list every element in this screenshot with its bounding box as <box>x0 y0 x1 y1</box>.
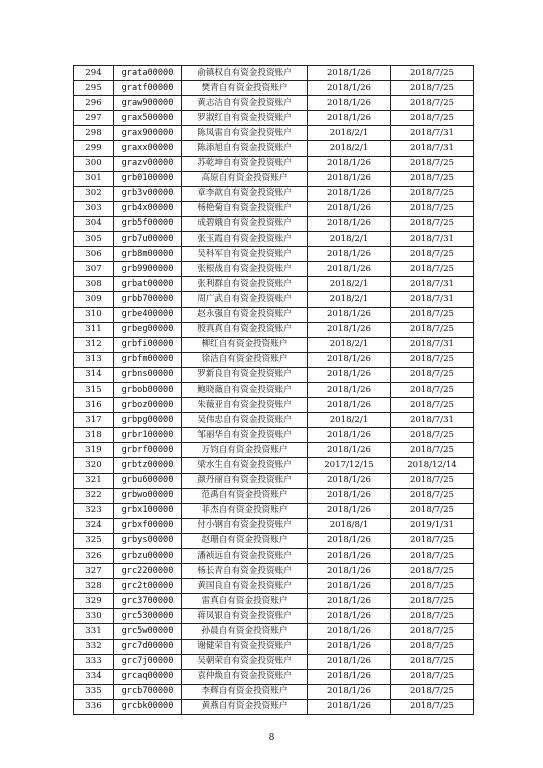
account-name-cell: 吴伟忠自有资金投资账户 <box>182 413 308 428</box>
account-name-cell: 陈凤雷自有资金投资账户 <box>182 126 308 141</box>
row-number-cell: 330 <box>74 609 114 624</box>
end-date-cell: 2018/7/25 <box>391 382 474 397</box>
end-date-cell: 2018/7/31 <box>391 337 474 352</box>
end-date-cell: 2018/7/25 <box>391 156 474 171</box>
end-date-cell: 2018/7/25 <box>391 684 474 699</box>
start-date-cell: 2018/1/26 <box>308 594 391 609</box>
start-date-cell: 2018/1/26 <box>308 156 391 171</box>
account-code-cell: graw900000 <box>114 96 182 111</box>
table-row <box>74 141 474 156</box>
end-date-cell: 2018/7/25 <box>391 352 474 367</box>
account-name-cell: 黄燕自有资金投资账户 <box>182 699 308 714</box>
end-date-cell: 2018/7/25 <box>391 609 474 624</box>
table-row <box>74 488 474 503</box>
account-code-cell: grc3700000 <box>114 594 182 609</box>
table-row <box>74 126 474 141</box>
table-row <box>74 186 474 201</box>
account-name-cell: 高原自有资金投资账户 <box>182 171 308 186</box>
account-name-cell: 罗淑红自有资金投资账户 <box>182 111 308 126</box>
row-number-cell: 332 <box>74 639 114 654</box>
start-date-cell: 2018/1/26 <box>308 216 391 231</box>
row-number-cell: 321 <box>74 473 114 488</box>
account-code-cell: grc5w00000 <box>114 624 182 639</box>
end-date-cell: 2018/7/25 <box>391 624 474 639</box>
account-name-cell: 蒋凤银自有资金投资账户 <box>182 609 308 624</box>
start-date-cell: 2018/1/26 <box>308 564 391 579</box>
account-code-cell: grb8m00000 <box>114 247 182 262</box>
end-date-cell: 2018/7/25 <box>391 639 474 654</box>
end-date-cell: 2018/7/25 <box>391 594 474 609</box>
start-date-cell: 2018/1/26 <box>308 684 391 699</box>
row-number-cell: 334 <box>74 669 114 684</box>
account-code-cell: grcb700000 <box>114 684 182 699</box>
account-name-cell: 苏乾坤自有资金投资账户 <box>182 156 308 171</box>
start-date-cell: 2018/1/26 <box>308 171 391 186</box>
row-number-cell: 301 <box>74 171 114 186</box>
table-row <box>74 579 474 594</box>
row-number-cell: 305 <box>74 232 114 247</box>
table-row <box>74 66 474 81</box>
account-code-cell: grc5300000 <box>114 609 182 624</box>
end-date-cell: 2018/7/25 <box>391 549 474 564</box>
account-name-cell: 徐洁自有资金投资账户 <box>182 352 308 367</box>
table-row <box>74 503 474 518</box>
start-date-cell: 2018/1/26 <box>308 201 391 216</box>
row-number-cell: 304 <box>74 216 114 231</box>
account-code-cell: graxx00000 <box>114 141 182 156</box>
row-number-cell: 335 <box>74 684 114 699</box>
start-date-cell: 2018/1/26 <box>308 81 391 96</box>
start-date-cell: 2018/2/1 <box>308 141 391 156</box>
start-date-cell: 2018/1/26 <box>308 367 391 382</box>
row-number-cell: 329 <box>74 594 114 609</box>
row-number-cell: 324 <box>74 518 114 533</box>
table-row <box>74 337 474 352</box>
end-date-cell: 2018/7/25 <box>391 111 474 126</box>
row-number-cell: 306 <box>74 247 114 262</box>
start-date-cell: 2017/12/15 <box>308 458 391 473</box>
table-row <box>74 684 474 699</box>
start-date-cell: 2018/1/26 <box>308 398 391 413</box>
row-number-cell: 294 <box>74 66 114 81</box>
account-name-cell: 殷真真自有资金投资账户 <box>182 322 308 337</box>
end-date-cell: 2018/7/25 <box>391 654 474 669</box>
account-code-cell: grbu600000 <box>114 473 182 488</box>
row-number-cell: 312 <box>74 337 114 352</box>
row-number-cell: 319 <box>74 443 114 458</box>
row-number-cell: 314 <box>74 367 114 382</box>
account-code-cell: grb7u00000 <box>114 232 182 247</box>
end-date-cell: 2018/7/25 <box>391 322 474 337</box>
start-date-cell: 2018/1/26 <box>308 247 391 262</box>
row-number-cell: 300 <box>74 156 114 171</box>
end-date-cell: 2018/7/25 <box>391 443 474 458</box>
account-code-cell: grboz00000 <box>114 398 182 413</box>
account-name-cell: 成碧娥自有资金投资账户 <box>182 216 308 231</box>
row-number-cell: 320 <box>74 458 114 473</box>
row-number-cell: 309 <box>74 292 114 307</box>
start-date-cell: 2018/1/26 <box>308 382 391 397</box>
account-code-cell: grbtz00000 <box>114 458 182 473</box>
end-date-cell: 2018/7/25 <box>391 669 474 684</box>
row-number-cell: 299 <box>74 141 114 156</box>
start-date-cell: 2018/2/1 <box>308 292 391 307</box>
row-number-cell: 313 <box>74 352 114 367</box>
start-date-cell: 2018/1/26 <box>308 96 391 111</box>
table-row <box>74 81 474 96</box>
page-number: 8 <box>268 733 275 743</box>
end-date-cell: 2018/7/25 <box>391 262 474 277</box>
start-date-cell: 2018/2/1 <box>308 232 391 247</box>
end-date-cell: 2018/7/25 <box>391 564 474 579</box>
table-row <box>74 624 474 639</box>
start-date-cell: 2018/1/26 <box>308 111 391 126</box>
end-date-cell: 2018/7/25 <box>391 96 474 111</box>
account-code-cell: grb0100000 <box>114 171 182 186</box>
account-code-cell: grax900000 <box>114 126 182 141</box>
account-name-cell: 赵永强自有资金投资账户 <box>182 307 308 322</box>
account-code-cell: grbx100000 <box>114 503 182 518</box>
account-code-cell: grb4x00000 <box>114 201 182 216</box>
start-date-cell: 2018/1/26 <box>308 609 391 624</box>
row-number-cell: 297 <box>74 111 114 126</box>
account-name-cell: 朱薇亚自有资金投资账户 <box>182 398 308 413</box>
start-date-cell: 2018/1/26 <box>308 473 391 488</box>
row-number-cell: 311 <box>74 322 114 337</box>
end-date-cell: 2018/7/31 <box>391 413 474 428</box>
account-code-cell: grc2t00000 <box>114 579 182 594</box>
start-date-cell: 2018/1/26 <box>308 262 391 277</box>
start-date-cell: 2018/1/26 <box>308 639 391 654</box>
table-row <box>74 216 474 231</box>
account-name-cell: 俞镇权自有资金投资账户 <box>182 66 308 81</box>
account-code-cell: grbe400000 <box>114 307 182 322</box>
end-date-cell: 2018/7/31 <box>391 126 474 141</box>
account-name-cell: 黄国良自有资金投资账户 <box>182 579 308 594</box>
end-date-cell: 2018/7/25 <box>391 503 474 518</box>
start-date-cell: 2018/1/26 <box>308 428 391 443</box>
row-number-cell: 308 <box>74 277 114 292</box>
account-name-cell: 罗新良自有资金投资账户 <box>182 367 308 382</box>
table-row <box>74 96 474 111</box>
table-row <box>74 564 474 579</box>
table-row <box>74 594 474 609</box>
account-table <box>73 65 474 715</box>
end-date-cell: 2018/7/25 <box>391 398 474 413</box>
start-date-cell: 2018/2/1 <box>308 126 391 141</box>
table-row <box>74 413 474 428</box>
account-code-cell: grazv00000 <box>114 156 182 171</box>
account-code-cell: grbns00000 <box>114 367 182 382</box>
account-code-cell: gratf00000 <box>114 81 182 96</box>
table-row <box>74 639 474 654</box>
row-number-cell: 317 <box>74 413 114 428</box>
account-name-cell: 邹丽华自有资金投资账户 <box>182 428 308 443</box>
row-number-cell: 323 <box>74 503 114 518</box>
start-date-cell: 2018/2/1 <box>308 413 391 428</box>
row-number-cell: 336 <box>74 699 114 714</box>
start-date-cell: 2018/8/1 <box>308 518 391 533</box>
account-code-cell: grb5f00000 <box>114 216 182 231</box>
end-date-cell: 2018/7/25 <box>391 699 474 714</box>
account-code-cell: grbeg00000 <box>114 322 182 337</box>
table-row <box>74 533 474 548</box>
table-row <box>74 232 474 247</box>
account-code-cell: grbfm00000 <box>114 352 182 367</box>
end-date-cell: 2018/7/31 <box>391 141 474 156</box>
account-table-body <box>74 66 474 715</box>
end-date-cell: 2018/7/31 <box>391 292 474 307</box>
end-date-cell: 2018/7/25 <box>391 247 474 262</box>
account-code-cell: grc7j00000 <box>114 654 182 669</box>
account-code-cell: grc7d00000 <box>114 639 182 654</box>
account-name-cell: 梁水生自有资金投资账户 <box>182 458 308 473</box>
row-number-cell: 302 <box>74 186 114 201</box>
account-name-cell: 鲍晓薇自有资金投资账户 <box>182 382 308 397</box>
account-name-cell: 菲杰自有资金投资账户 <box>182 503 308 518</box>
account-code-cell: grcbk00000 <box>114 699 182 714</box>
account-name-cell: 万钧自有资金投资账户 <box>182 443 308 458</box>
row-number-cell: 307 <box>74 262 114 277</box>
start-date-cell: 2018/1/26 <box>308 66 391 81</box>
account-name-cell: 陈添旭自有资金投资账户 <box>182 141 308 156</box>
start-date-cell: 2018/1/26 <box>308 352 391 367</box>
table-row <box>74 262 474 277</box>
table-row <box>74 247 474 262</box>
account-name-cell: 章李歆自有资金投资账户 <box>182 186 308 201</box>
row-number-cell: 296 <box>74 96 114 111</box>
table-row <box>74 382 474 397</box>
table-row <box>74 654 474 669</box>
account-code-cell: grax500000 <box>114 111 182 126</box>
table-row <box>74 111 474 126</box>
row-number-cell: 310 <box>74 307 114 322</box>
end-date-cell: 2018/7/25 <box>391 488 474 503</box>
start-date-cell: 2018/1/26 <box>308 503 391 518</box>
start-date-cell: 2018/1/26 <box>308 699 391 714</box>
account-code-cell: grbob00000 <box>114 382 182 397</box>
table-row <box>74 352 474 367</box>
account-name-cell: 李辉自有资金投资账户 <box>182 684 308 699</box>
end-date-cell: 2018/7/25 <box>391 473 474 488</box>
start-date-cell: 2018/1/26 <box>308 443 391 458</box>
table-row <box>74 156 474 171</box>
account-code-cell: grbys00000 <box>114 533 182 548</box>
end-date-cell: 2018/7/25 <box>391 171 474 186</box>
table-row <box>74 699 474 714</box>
account-name-cell: 赵珊自有资金投资账户 <box>182 533 308 548</box>
start-date-cell: 2018/1/26 <box>308 669 391 684</box>
row-number-cell: 327 <box>74 564 114 579</box>
account-code-cell: grbxf00000 <box>114 518 182 533</box>
account-code-cell: grbpg00000 <box>114 413 182 428</box>
end-date-cell: 2018/7/31 <box>391 277 474 292</box>
table-row <box>74 443 474 458</box>
table-row <box>74 277 474 292</box>
row-number-cell: 333 <box>74 654 114 669</box>
account-name-cell: 范禹自有资金投资账户 <box>182 488 308 503</box>
account-name-cell: 吴朝荣自有资金投资账户 <box>182 654 308 669</box>
account-name-cell: 杨长青自有资金投资账户 <box>182 564 308 579</box>
account-name-cell: 柳红自有资金投资账户 <box>182 337 308 352</box>
end-date-cell: 2018/12/14 <box>391 458 474 473</box>
account-code-cell: grbwo00000 <box>114 488 182 503</box>
table-row <box>74 609 474 624</box>
start-date-cell: 2018/2/1 <box>308 277 391 292</box>
row-number-cell: 325 <box>74 533 114 548</box>
end-date-cell: 2018/7/25 <box>391 533 474 548</box>
start-date-cell: 2018/1/26 <box>308 549 391 564</box>
account-name-cell: 张玉霞自有资金投资账户 <box>182 232 308 247</box>
row-number-cell: 315 <box>74 382 114 397</box>
account-name-cell: 潘祯远自有资金投资账户 <box>182 549 308 564</box>
row-number-cell: 326 <box>74 549 114 564</box>
account-code-cell: grc2200000 <box>114 564 182 579</box>
start-date-cell: 2018/2/1 <box>308 337 391 352</box>
account-code-cell: grbzu00000 <box>114 549 182 564</box>
end-date-cell: 2018/7/25 <box>391 66 474 81</box>
end-date-cell: 2018/7/25 <box>391 186 474 201</box>
table-row <box>74 669 474 684</box>
account-name-cell: 樊青自有资金投资账户 <box>182 81 308 96</box>
account-name-cell: 张利群自有资金投资账户 <box>182 277 308 292</box>
account-name-cell: 谢健荣自有资金投资账户 <box>182 639 308 654</box>
row-number-cell: 318 <box>74 428 114 443</box>
account-code-cell: grbr100000 <box>114 428 182 443</box>
start-date-cell: 2018/1/26 <box>308 624 391 639</box>
start-date-cell: 2018/1/26 <box>308 322 391 337</box>
table-row <box>74 307 474 322</box>
table-row <box>74 292 474 307</box>
account-name-cell: 颜丹丽自有资金投资账户 <box>182 473 308 488</box>
account-code-cell: grbrf00000 <box>114 443 182 458</box>
account-code-cell: grata00000 <box>114 66 182 81</box>
start-date-cell: 2018/1/26 <box>308 488 391 503</box>
account-name-cell: 吴科军自有资金投资账户 <box>182 247 308 262</box>
account-code-cell: grcaq00000 <box>114 669 182 684</box>
table-row <box>74 322 474 337</box>
end-date-cell: 2018/7/25 <box>391 428 474 443</box>
end-date-cell: 2018/7/25 <box>391 307 474 322</box>
table-row <box>74 367 474 382</box>
row-number-cell: 316 <box>74 398 114 413</box>
account-code-cell: grbat00000 <box>114 277 182 292</box>
end-date-cell: 2018/7/25 <box>391 367 474 382</box>
end-date-cell: 2018/7/25 <box>391 81 474 96</box>
account-name-cell: 孙晨自有资金投资账户 <box>182 624 308 639</box>
end-date-cell: 2018/7/31 <box>391 232 474 247</box>
table-row <box>74 398 474 413</box>
row-number-cell: 328 <box>74 579 114 594</box>
account-code-cell: grb9900000 <box>114 262 182 277</box>
row-number-cell: 331 <box>74 624 114 639</box>
end-date-cell: 2018/7/25 <box>391 216 474 231</box>
start-date-cell: 2018/1/26 <box>308 307 391 322</box>
account-code-cell: grb3v00000 <box>114 186 182 201</box>
table-row <box>74 473 474 488</box>
table-row <box>74 458 474 473</box>
row-number-cell: 298 <box>74 126 114 141</box>
table-row <box>74 549 474 564</box>
account-name-cell: 黄志洁自有资金投资账户 <box>182 96 308 111</box>
account-name-cell: 杨艳菊自有资金投资账户 <box>182 201 308 216</box>
row-number-cell: 295 <box>74 81 114 96</box>
table-row <box>74 171 474 186</box>
account-name-cell: 付小钢自有资金投资账户 <box>182 518 308 533</box>
account-name-cell: 袁仲焕自有资金投资账户 <box>182 669 308 684</box>
start-date-cell: 2018/1/26 <box>308 654 391 669</box>
account-name-cell: 周广武自有资金投资账户 <box>182 292 308 307</box>
start-date-cell: 2018/1/26 <box>308 533 391 548</box>
table-row <box>74 428 474 443</box>
account-code-cell: grbfi00000 <box>114 337 182 352</box>
row-number-cell: 303 <box>74 201 114 216</box>
end-date-cell: 2019/1/31 <box>391 518 474 533</box>
row-number-cell: 322 <box>74 488 114 503</box>
table-row <box>74 518 474 533</box>
table-row <box>74 201 474 216</box>
account-name-cell: 张根战自有资金投资账户 <box>182 262 308 277</box>
end-date-cell: 2018/7/25 <box>391 201 474 216</box>
account-code-cell: grbb700000 <box>114 292 182 307</box>
end-date-cell: 2018/7/25 <box>391 579 474 594</box>
start-date-cell: 2018/1/26 <box>308 579 391 594</box>
start-date-cell: 2018/1/26 <box>308 186 391 201</box>
account-name-cell: 雷真自有资金投资账户 <box>182 594 308 609</box>
